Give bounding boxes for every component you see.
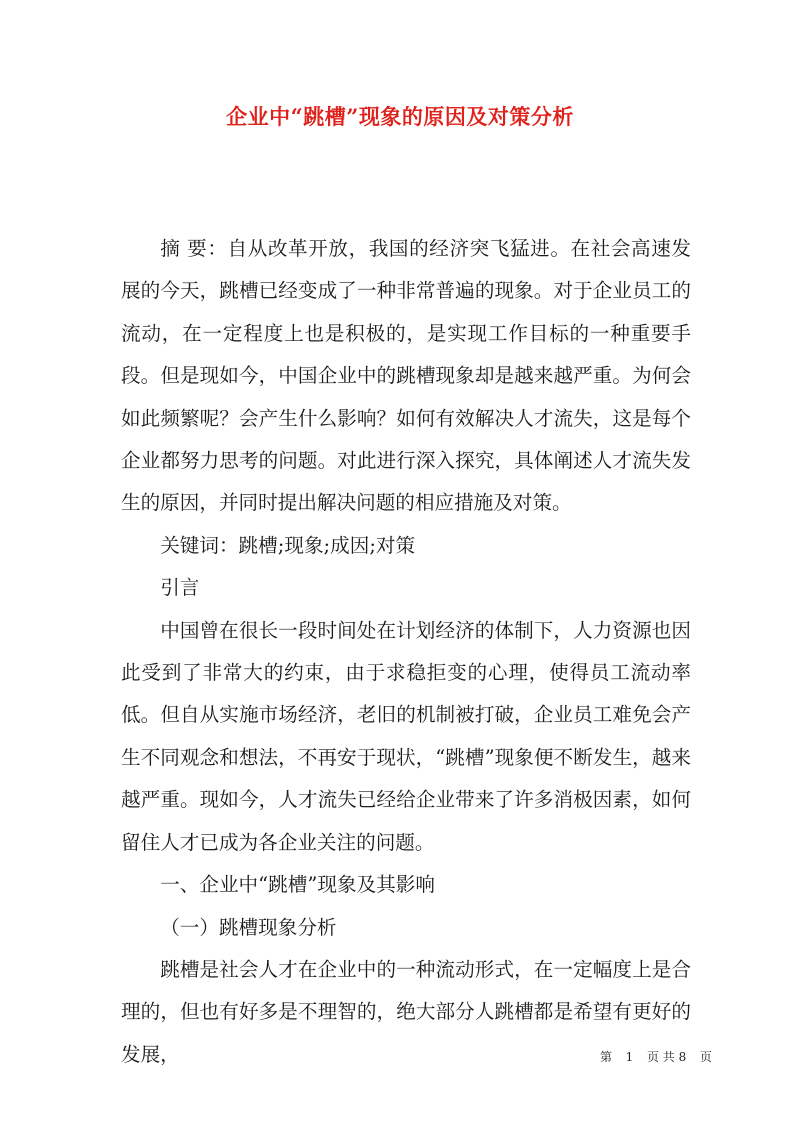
document-body (121, 228, 691, 1076)
body-paragraph: 跳槽是社会人才在企业中的一种流动形式，在一定幅度上是合理的，但也有好多是不理智的，绝大部分人跳槽都是希望有更好的发展， (121, 957, 691, 1066)
abstract-paragraph: 摘 要：自从改革开放，我国的经济突飞猛进。在社会高速发展的今天，跳槽已经变成了一种非常普遍的现象。对于企业员工的流动，在一定程度上也是积极的，是实现工作目标的一种重要手段。但是现如今，中国企业中的跳槽现象却是越来越严重。为何会如此频繁呢？会产生什么影响？如何有效解决人才流失，这是每个企业都努力思考的问题。对此进行深入探究，具体阐述人才流失发生的原因，并同时提出解决问题的相应措施及对策。 (121, 237, 691, 515)
total-pages-number: 8 (678, 1050, 687, 1064)
page-label-prefix: 第 (600, 1050, 613, 1064)
document-title: 企业中“跳槽”现象的原因及对策分析 (226, 104, 574, 129)
keywords-paragraph: 关键词：跳槽;现象;成因;对策 (160, 533, 416, 557)
subsection-heading-1: （一）跳槽现象分析 (160, 915, 337, 939)
section-heading-1: 一、企业中“跳槽”现象及其影响 (160, 873, 435, 897)
page-number-footer (600, 1049, 712, 1065)
current-page-number: 1 (625, 1050, 634, 1064)
introduction-heading: 引言 (160, 576, 200, 600)
page-label-middle: 页 共 (646, 1050, 675, 1064)
page-label-suffix: 页 (699, 1050, 712, 1064)
introduction-paragraph: 中国曾在很长一段时间处在计划经济的体制下，人力资源也因此受到了非常大的约束，由于求稳拒变的心理，使得员工流动率低。但自从实施市场经济，老旧的机制被打破，企业员工难免会产生不同观念和想法，不再安于现状，“跳槽”现象便不断发生，越来越严重。现如今，人才流失已经给企业带来了许多消极因素，如何留住人才已成为各企业关注的问题。 (121, 618, 691, 854)
